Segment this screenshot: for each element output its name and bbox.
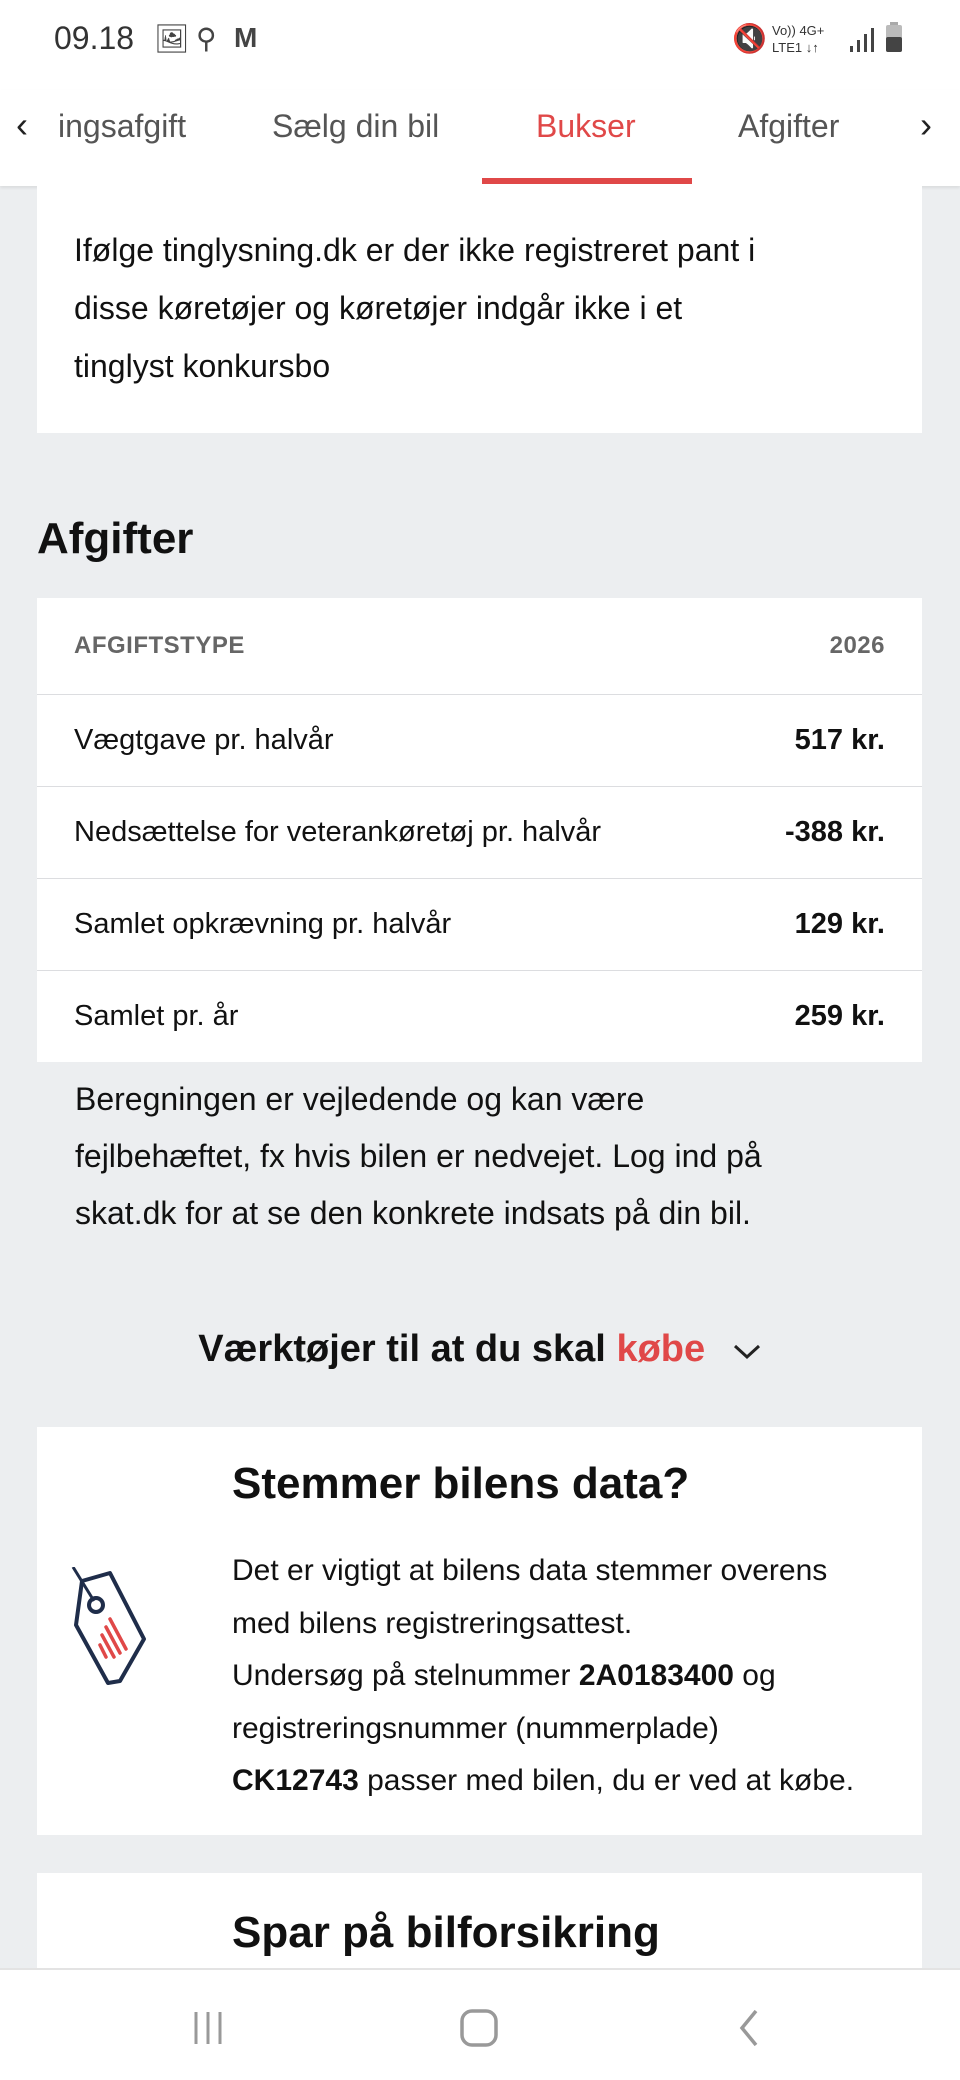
active-tab-indicator [482, 178, 692, 184]
col-type-header: AFGIFTSTYPE [74, 632, 245, 659]
status-bar [0, 0, 960, 90]
back-icon[interactable] [734, 2008, 764, 2048]
note-line: fejlbehæftet, fx hvis bilen er nedvejet. Log ind på [75, 1138, 762, 1174]
signal-icon [848, 26, 876, 52]
table-row [37, 786, 922, 878]
chevron-right-icon[interactable]: › [920, 104, 932, 145]
check-data-card [37, 1427, 922, 1835]
pant-text-line: Ifølge tinglysning.dk er der ikke registreret pant i [74, 232, 756, 268]
row-value: 259 kr. [794, 1000, 885, 1032]
note-line: Beregningen er vejledende og kan være [75, 1081, 645, 1117]
tab-saelg-din-bil[interactable]: Sælg din bil [272, 108, 440, 144]
system-nav-bar [0, 1968, 960, 2080]
body-text: og [733, 1659, 776, 1692]
row-label: Vægtgave pr. halvår [74, 724, 334, 756]
body-line: med bilens registreringsattest. [232, 1606, 633, 1640]
pant-text-line: tinglyst konkursbo [74, 348, 331, 384]
insurance-card-title: Spar på bilforsikring [232, 1908, 660, 1957]
note-line: skat.dk for at se den konkrete indsats på din bil. [75, 1195, 751, 1231]
network-top: Vo)) 4G+ [772, 23, 825, 38]
body-text: passer med bilen, du er ved at købe. [358, 1764, 855, 1797]
tab-bukser[interactable]: Bukser [536, 108, 636, 144]
tab-registreringsafgift[interactable]: ingsafgift [58, 108, 187, 144]
table-row [37, 878, 922, 970]
chevron-left-icon[interactable]: ‹ [16, 104, 28, 145]
check-card-title: Stemmer bilens data? [232, 1459, 690, 1508]
search-icon: ⚲ [196, 23, 217, 54]
gallery-icon: 🖼 [154, 23, 190, 54]
body-line: Det er vigtigt at bilens data stemmer overens [232, 1554, 828, 1587]
tab-bar [0, 90, 960, 186]
clock: 09.18 [54, 20, 135, 56]
home-icon[interactable] [458, 2008, 502, 2048]
body-line [232, 1755, 912, 1808]
col-year-header: 2026 [829, 632, 885, 659]
body-line [232, 1650, 912, 1703]
network-bottom: LTE1 ↓↑ [772, 40, 819, 55]
tab-afgifter[interactable]: Afgifter [738, 108, 840, 144]
tools-label: Værktøjer til at du skal [198, 1328, 617, 1370]
insurance-card[interactable] [37, 1873, 922, 1973]
row-label: Samlet pr. år [74, 1000, 239, 1032]
afgifter-table [37, 598, 922, 1062]
check-card-body [232, 1545, 912, 1808]
table-row [37, 694, 922, 786]
afgifter-note [75, 1071, 925, 1242]
table-header [37, 598, 922, 694]
recent-apps-icon[interactable] [190, 2010, 230, 2046]
plate-number: CK12743 [232, 1764, 359, 1797]
afgifter-heading: Afgifter [37, 514, 194, 563]
network-indicator [772, 22, 824, 56]
chevron-down-icon [732, 1341, 762, 1361]
tools-highlight: købe [616, 1328, 706, 1370]
gmail-icon: M [234, 22, 258, 53]
pant-text-line: disse køretøjer og køretøjer indgår ikke i et [74, 290, 683, 326]
battery-icon [886, 22, 902, 52]
row-label: Samlet opkrævning pr. halvår [74, 908, 452, 940]
mute-icon: 🔇 [732, 23, 767, 54]
row-label: Nedsættelse for veterankøretøj pr. halvår [74, 816, 602, 848]
table-row [37, 970, 922, 1062]
tools-toggle[interactable] [0, 1328, 960, 1371]
body-text: Undersøg på stelnummer [232, 1659, 579, 1692]
row-value: 517 kr. [794, 724, 885, 756]
body-line: registreringsnummer (nummerplade) [232, 1711, 719, 1745]
row-value: 129 kr. [794, 908, 885, 940]
price-tag-icon [70, 1567, 150, 1687]
row-value: -388 kr. [785, 816, 885, 848]
pant-card [37, 186, 922, 433]
vin-number: 2A0183400 [578, 1659, 734, 1692]
